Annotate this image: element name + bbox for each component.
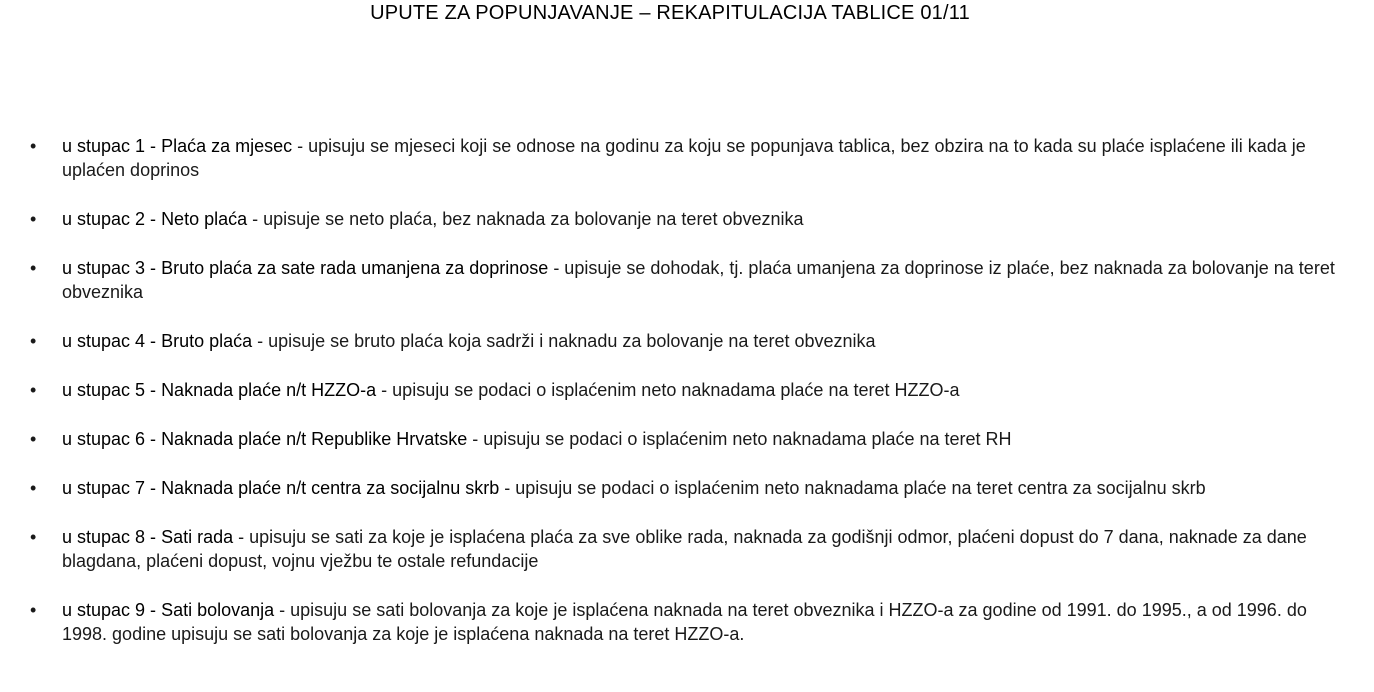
- bullet-icon: •: [30, 258, 37, 278]
- list-item: [30, 427, 1350, 451]
- column-description: - upisuju se podaci o isplaćenim neto naknadama plaće na teret RH: [467, 429, 1012, 449]
- column-label: Bruto plaća za sate rada umanjena za doprinose: [161, 258, 549, 278]
- column-description: - upisuje se neto plaća, bez naknada za bolovanje na teret obveznika: [247, 209, 804, 229]
- column-ref: u stupac 7 -: [62, 478, 162, 498]
- list-item: [30, 378, 1350, 402]
- list-item: [30, 476, 1350, 500]
- list-item: [30, 525, 1350, 573]
- column-description: - upisuju se mjeseci koji se odnose na godinu za koju se popunjava tablica, bez obzira na to kada su plaće isplaćene ili kada je uplaćen doprinos: [62, 136, 1306, 180]
- column-description: - upisuju se podaci o isplaćenim neto naknadama plaće na teret centra za socijalnu skrb: [499, 478, 1206, 498]
- column-description: - upisuju se sati za koje je isplaćena plaća za sve oblike rada, naknada za godišnji odmor, plaćeni dopust do 7 dana, naknade za dane blagdana, plaćeni dopust, vojnu vježbu te ostale refundacije: [62, 527, 1307, 571]
- list-item: [30, 207, 1350, 231]
- bullet-icon: •: [30, 429, 37, 449]
- instruction-list: [30, 134, 1350, 671]
- column-ref: u stupac 5 -: [62, 380, 162, 400]
- bullet-icon: •: [30, 527, 37, 547]
- list-item: [30, 598, 1350, 646]
- list-item: [30, 134, 1350, 182]
- column-ref: u stupac 9 -: [62, 600, 162, 620]
- column-label: Sati rada: [161, 527, 234, 547]
- bullet-icon: •: [30, 380, 37, 400]
- column-ref: u stupac 2 -: [62, 209, 162, 229]
- column-description: - upisuju se podaci o isplaćenim neto naknadama plaće na teret HZZO-a: [376, 380, 960, 400]
- column-label: Bruto plaća: [161, 331, 253, 351]
- list-item: [30, 329, 1350, 353]
- bullet-icon: •: [30, 331, 37, 351]
- column-ref: u stupac 8 -: [62, 527, 162, 547]
- column-description: - upisuje se dohodak, tj. plaća umanjena za doprinose iz plaće, bez naknada za bolovanje na teret obveznika: [62, 258, 1335, 302]
- column-label: Naknada plaće n/t Republike Hrvatske: [161, 429, 468, 449]
- column-label: Sati bolovanja: [161, 600, 275, 620]
- column-description: - upisuju se sati bolovanja za koje je isplaćena naknada na teret obveznika i HZZO-a za godine od 1991. do 1995., a od 1996. do 1998. godine upisuju se sati bolovanja za koje je isplaćena naknada na teret HZZO-a.: [62, 600, 1307, 644]
- bullet-icon: •: [30, 478, 37, 498]
- list-item: [30, 256, 1350, 304]
- column-label: Naknada plaće n/t centra za socijalnu skrb: [161, 478, 500, 498]
- column-ref: u stupac 1 -: [62, 136, 162, 156]
- column-ref: u stupac 6 -: [62, 429, 162, 449]
- column-label: Neto plaća: [161, 209, 248, 229]
- column-ref: u stupac 4 -: [62, 331, 162, 351]
- column-label: Plaća za mjesec: [161, 136, 293, 156]
- bullet-icon: •: [30, 136, 37, 156]
- bullet-icon: •: [30, 600, 37, 620]
- column-ref: u stupac 3 -: [62, 258, 162, 278]
- bullet-icon: •: [30, 209, 37, 229]
- column-description: - upisuje se bruto plaća koja sadrži i naknadu za bolovanje na teret obveznika: [252, 331, 876, 351]
- column-label: Naknada plaće n/t HZZO-a: [161, 380, 377, 400]
- document-title: UPUTE ZA POPUNJAVANJE – REKAPITULACIJA TABLICE 01/11: [370, 2, 970, 24]
